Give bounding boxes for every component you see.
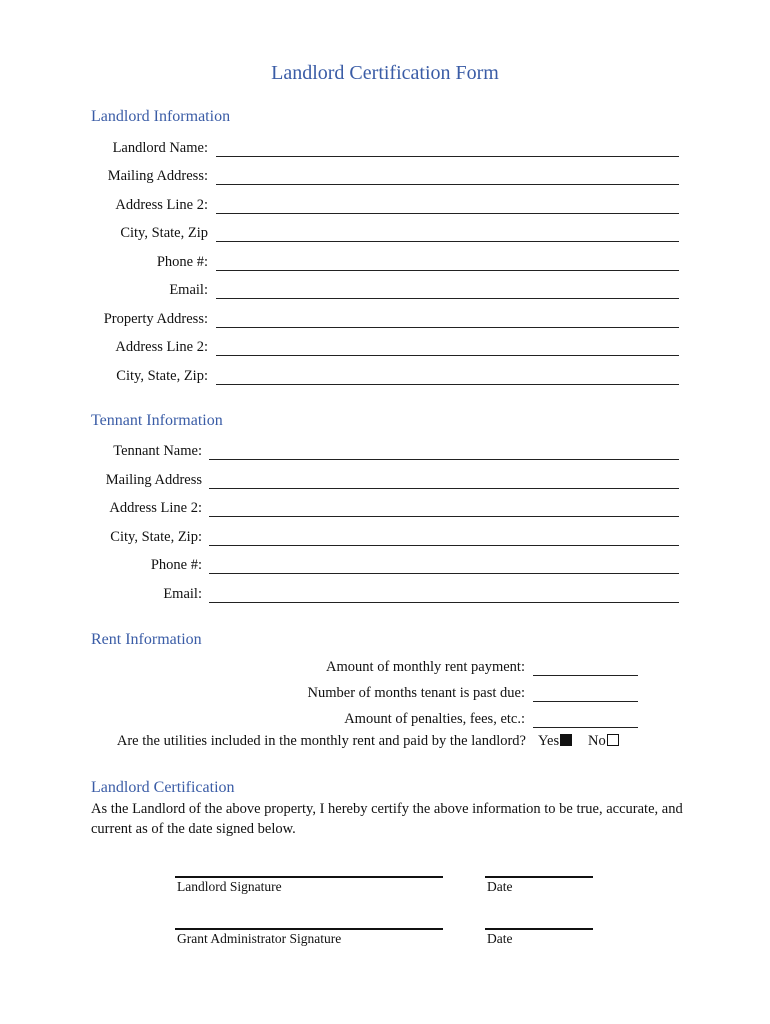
landlord-email-label: Email: bbox=[169, 282, 208, 298]
tenant-phone-field[interactable] bbox=[209, 573, 679, 574]
property-address-label: Property Address: bbox=[103, 311, 208, 327]
property-city-state-zip-field[interactable] bbox=[216, 384, 679, 385]
grant-admin-signature-label: Grant Administrator Signature bbox=[177, 931, 342, 946]
landlord-name-field[interactable] bbox=[216, 156, 679, 157]
landlord-mailing-address-field[interactable] bbox=[216, 184, 679, 185]
page-title: Landlord Certification Form bbox=[271, 62, 499, 84]
landlord-address-line2-field[interactable] bbox=[216, 213, 679, 214]
tenant-email-label: Email: bbox=[163, 586, 202, 602]
property-address-field[interactable] bbox=[216, 327, 679, 328]
tenant-email-field[interactable] bbox=[209, 602, 679, 603]
tenant-address-line2-field[interactable] bbox=[209, 516, 679, 517]
grant-admin-date-line[interactable] bbox=[485, 928, 593, 930]
property-address-line2-field[interactable] bbox=[216, 355, 679, 356]
landlord-date-label: Date bbox=[487, 879, 513, 894]
tenant-phone-label: Phone #: bbox=[150, 557, 202, 573]
tenant-name-label: Tennant Name: bbox=[113, 443, 202, 459]
utilities-yes-label: Yes bbox=[538, 733, 560, 749]
landlord-signature-label: Landlord Signature bbox=[177, 879, 282, 894]
landlord-info-heading: Landlord Information bbox=[91, 108, 231, 125]
tenant-city-state-zip-field[interactable] bbox=[209, 545, 679, 546]
grant-admin-date-label: Date bbox=[487, 931, 513, 946]
utilities-no-label: No bbox=[588, 733, 606, 749]
landlord-phone-field[interactable] bbox=[216, 270, 679, 271]
landlord-date-line[interactable] bbox=[485, 876, 593, 878]
penalties-field[interactable] bbox=[533, 727, 638, 728]
landlord-phone-label: Phone #: bbox=[156, 254, 208, 270]
rent-info-heading: Rent Information bbox=[91, 631, 202, 648]
monthly-rent-field[interactable] bbox=[533, 675, 638, 676]
utilities-no-option[interactable] bbox=[588, 733, 619, 750]
utilities-yes-checkbox[interactable] bbox=[560, 734, 572, 746]
utilities-question: Are the utilities included in the monthly rent and paid by the landlord? bbox=[116, 733, 526, 749]
landlord-address-line2-label: Address Line 2: bbox=[115, 197, 208, 213]
tenant-mailing-address-label: Mailing Address bbox=[105, 472, 202, 488]
grant-admin-signature-line[interactable] bbox=[175, 928, 443, 930]
certification-statement: As the Landlord of the above property, I hereby certify the above information to be true, accurate, and current as of the date signed below. bbox=[91, 801, 683, 837]
months-past-due-label: Number of months tenant is past due: bbox=[307, 685, 525, 701]
tenant-address-line2-label: Address Line 2: bbox=[109, 500, 202, 516]
landlord-mailing-address-label: Mailing Address: bbox=[107, 168, 208, 184]
landlord-signature-line[interactable] bbox=[175, 876, 443, 878]
property-address-line2-label: Address Line 2: bbox=[115, 339, 208, 355]
utilities-no-checkbox[interactable] bbox=[607, 734, 619, 746]
landlord-name-label: Landlord Name: bbox=[112, 140, 208, 156]
landlord-city-state-zip-field[interactable] bbox=[216, 241, 679, 242]
certification-heading: Landlord Certification bbox=[91, 779, 235, 796]
tenant-name-field[interactable] bbox=[209, 459, 679, 460]
tenant-info-heading: Tennant Information bbox=[91, 412, 223, 429]
months-past-due-field[interactable] bbox=[533, 701, 638, 702]
utilities-yes-option[interactable] bbox=[538, 733, 572, 750]
tenant-city-state-zip-label: City, State, Zip: bbox=[110, 529, 202, 545]
penalties-label: Amount of penalties, fees, etc.: bbox=[344, 711, 525, 727]
monthly-rent-label: Amount of monthly rent payment: bbox=[326, 659, 525, 675]
tenant-mailing-address-field[interactable] bbox=[209, 488, 679, 489]
landlord-city-state-zip-label: City, State, Zip bbox=[120, 225, 208, 241]
landlord-email-field[interactable] bbox=[216, 298, 679, 299]
property-city-state-zip-label: City, State, Zip: bbox=[116, 368, 208, 384]
